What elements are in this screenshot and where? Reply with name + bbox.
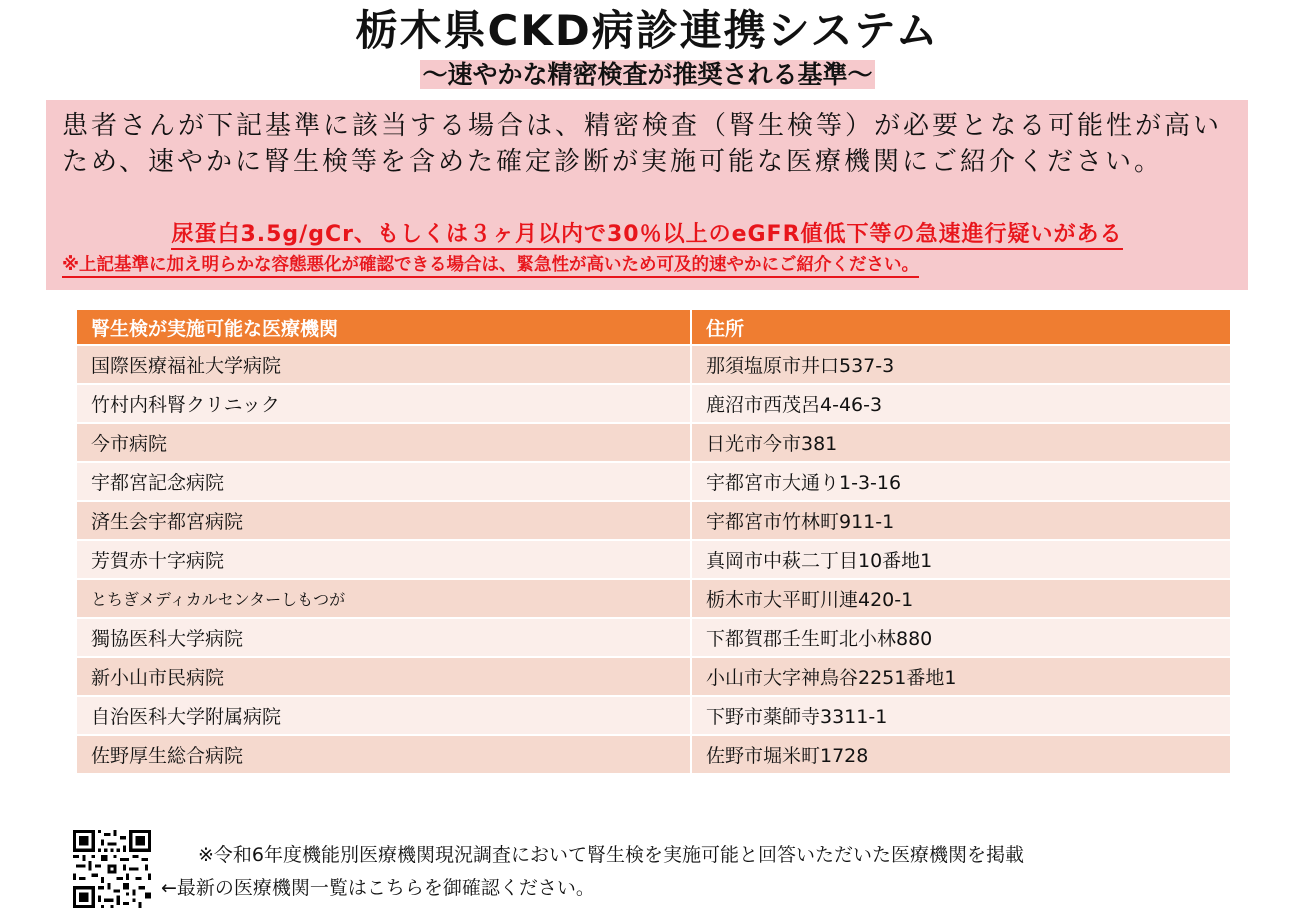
hospital-address: 小山市大字神鳥谷2251番地1: [691, 657, 1231, 696]
table-row: [76, 579, 1231, 618]
hospital-address: 宇都宮市竹林町911-1: [691, 501, 1231, 540]
hospital-name: 宇都宮記念病院: [76, 462, 691, 501]
hospital-name: 獨協医科大学病院: [76, 618, 691, 657]
hospital-address: 下野市薬師寺3311-1: [691, 696, 1231, 735]
table-row: [76, 501, 1231, 540]
hospital-name: 新小山市民病院: [76, 657, 691, 696]
subtitle-text: ～速やかな精密検査が推奨される基準～: [422, 60, 873, 89]
notice-body: 患者さんが下記基準に該当する場合は、精密検査（腎生検等）が必要となる可能性が高いため、速やかに腎生検等を含めた確定診断が実施可能な医療機関にご紹介ください。: [62, 111, 1223, 177]
qr-code-icon[interactable]: [73, 830, 151, 908]
header-address: 住所: [691, 309, 1231, 345]
page-title: 栃木県CKD病診連携システム: [355, 6, 940, 55]
table-row: [76, 696, 1231, 735]
hospital-name: とちぎメディカルセンターしもつが: [76, 579, 691, 618]
survey-note: ※令和6年度機能別医療機関現況調査において腎生検を実施可能と回答いただいた医療機関を掲載: [198, 844, 1025, 866]
hospital-address: 真岡市中萩二丁目10番地1: [691, 540, 1231, 579]
hospital-address: 鹿沼市西茂呂4-46-3: [691, 384, 1231, 423]
hospital-name: 自治医科大学附属病院: [76, 696, 691, 735]
hospital-name: 今市病院: [76, 423, 691, 462]
page-subtitle: [0, 58, 1295, 92]
table-row: [76, 423, 1231, 462]
table-row: [76, 735, 1231, 774]
criteria-line: [46, 220, 1248, 250]
urgent-note-text: ※上記基準に加え明らかな容態悪化が確認できる場合は、緊急性が高いため可及的速やかにご紹介ください。: [62, 255, 919, 278]
table-header-row: [76, 309, 1231, 345]
hospital-address: 日光市今市381: [691, 423, 1231, 462]
hospital-address: 宇都宮市大通り1-3-16: [691, 462, 1231, 501]
table-row: [76, 462, 1231, 501]
hospital-name: 芳賀赤十字病院: [76, 540, 691, 579]
notice-box: [46, 100, 1248, 290]
criteria-text: 尿蛋白3.5g/gCr、もしくは３ヶ月以内で30％以上のeGFR値低下等の急速進行疑いがある: [171, 222, 1122, 250]
hospital-name: 竹村内科腎クリニック: [76, 384, 691, 423]
table-row: [76, 384, 1231, 423]
table-row: [76, 540, 1231, 579]
hospital-name: 済生会宇都宮病院: [76, 501, 691, 540]
hospital-table: [75, 308, 1232, 775]
table-row: [76, 657, 1231, 696]
table-row: [76, 618, 1231, 657]
hospital-address: 佐野市堀米町1728: [691, 735, 1231, 774]
header-hospital: 腎生検が実施可能な医療機関: [76, 309, 691, 345]
latest-list-link[interactable]: ←最新の医療機関一覧はこちらを御確認ください。: [161, 877, 595, 899]
table-row: [76, 345, 1231, 384]
urgent-note-line: [62, 252, 1242, 278]
hospital-name: 佐野厚生総合病院: [76, 735, 691, 774]
hospital-address: 那須塩原市井口537-3: [691, 345, 1231, 384]
hospital-address: 下都賀郡壬生町北小林880: [691, 618, 1231, 657]
hospital-name: 国際医療福祉大学病院: [76, 345, 691, 384]
hospital-address: 栃木市大平町川連420-1: [691, 579, 1231, 618]
